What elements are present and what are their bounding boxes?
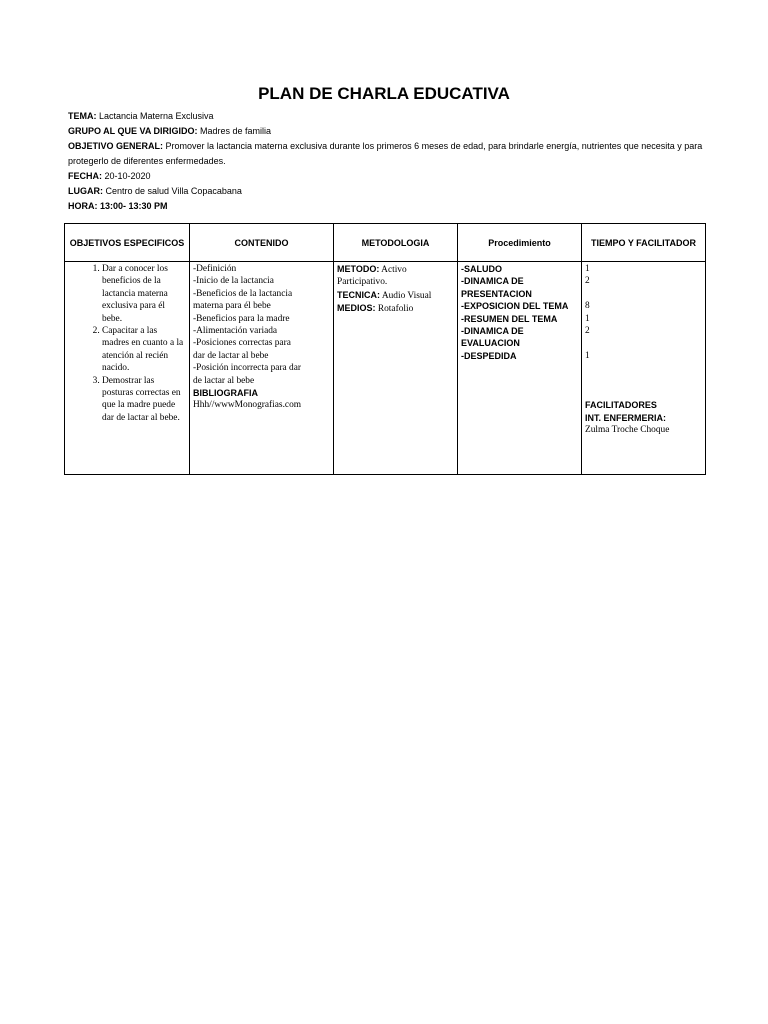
table-header-row	[65, 224, 706, 262]
hora-label: HORA:	[68, 201, 98, 211]
objetivo-general-line	[68, 139, 708, 169]
tecnica-label: TECNICA:	[337, 289, 380, 300]
contenido-line: -Posición incorrecta para dar	[193, 363, 302, 374]
metodo-value: Activo	[379, 265, 407, 275]
bibliografia-value: Hhh//wwwMonografias.com	[193, 400, 302, 411]
tema-line	[68, 109, 708, 124]
tiempo-value: 1	[585, 264, 590, 274]
contenido-line: dar de lactar al bebe	[193, 350, 269, 361]
hora-value: 13:00- 13:30 PM	[97, 201, 168, 211]
contenido-line: -Definición	[193, 264, 237, 274]
contenido-line: de lactar al bebe	[193, 375, 255, 386]
contenido-line: materna para él bebe	[193, 301, 271, 312]
header-procedimiento: Procedimiento	[458, 224, 582, 262]
header-contenido: CONTENIDO	[190, 224, 334, 262]
medios-value: Rotafolio	[375, 304, 414, 315]
objetivos-list	[68, 263, 186, 424]
fecha-line	[68, 169, 708, 184]
document-title: PLAN DE CHARLA EDUCATIVA	[258, 84, 510, 103]
facilitadores-label: FACILITADORES	[585, 400, 657, 411]
procedimiento-line: -EXPOSICION DEL TEMA	[461, 301, 569, 312]
contenido-line: -Alimentación variada	[193, 326, 278, 337]
tiempo-value: 8	[585, 301, 590, 312]
tiempo-value: 1	[585, 350, 590, 361]
objetivo-value: Promover la lactancia materna exclusiva durante los primeros 6 meses de edad, para brindarle energía, nutrientes que necesita y para protegerlo de diferentes enfermedades.	[68, 141, 703, 166]
grupo-value: Madres de familia	[197, 126, 272, 136]
contenido-line: -Beneficios para la madre	[193, 313, 290, 324]
contenido-cell	[190, 262, 334, 475]
contenido-line: -Inicio de la lactancia	[193, 276, 274, 287]
tiempo-value: 2	[585, 326, 590, 337]
procedimiento-cell	[458, 262, 582, 475]
int-enfermeria-label: INT. ENFERMERIA:	[585, 412, 666, 423]
procedimiento-line: -RESUMEN DEL TEMA	[461, 313, 558, 324]
grupo-label: GRUPO AL QUE VA DIRIGIDO:	[68, 126, 198, 136]
header-tiempo: TIEMPO Y FACILITADOR	[582, 224, 706, 262]
spacer	[585, 387, 702, 399]
tema-value: Lactancia Materna Exclusiva	[96, 111, 214, 121]
header-metodologia: METODOLOGIA	[334, 224, 458, 262]
lugar-line	[68, 184, 708, 199]
table-row	[65, 262, 706, 475]
procedimiento-line: -DESPEDIDA	[461, 350, 517, 361]
metodo-label: METODO:	[337, 264, 380, 274]
lugar-label: LUGAR:	[68, 186, 103, 196]
procedimiento-line: EVALUACION	[461, 338, 520, 349]
medios-label: MEDIOS:	[337, 303, 376, 314]
medios-line	[337, 302, 454, 315]
plan-table	[64, 223, 706, 475]
contenido-line: -Posiciones correctas para	[193, 338, 291, 349]
procedimiento-line: -DINAMICA DE	[461, 326, 524, 337]
facilitador-name: Zulma Troche Choque	[585, 425, 670, 436]
tecnica-value: Audio Visual	[380, 290, 432, 301]
hora-line	[68, 199, 708, 214]
procedimiento-line: -SALUDO	[461, 264, 502, 274]
objetivo-item: 1. Dar a conocer los beneficios de la lactancia materna exclusiva para él bebe.	[102, 263, 186, 325]
fecha-value: 20-10-2020	[102, 171, 151, 181]
grupo-line	[68, 124, 708, 139]
metodo-cont: Participativo.	[337, 277, 388, 288]
bibliografia-label: BIBLIOGRAFIA	[193, 388, 258, 399]
spacer	[585, 337, 702, 349]
spacer	[585, 362, 702, 374]
objetivos-cell	[65, 262, 190, 475]
procedimiento-line: PRESENTACION	[461, 288, 532, 299]
objetivo-item: 3. Demostrar las posturas correctas en que la madre puede dar de lactar al bebe.	[102, 375, 186, 425]
objetivo-label: OBJETIVO GENERAL:	[68, 141, 164, 151]
header-objetivos: OBJETIVOS ESPECIFICOS	[65, 224, 190, 262]
tema-label: TEMA:	[68, 111, 97, 121]
fecha-label: FECHA:	[68, 171, 102, 181]
contenido-line: -Beneficios de la lactancia	[193, 288, 293, 299]
tiempo-value: 2	[585, 276, 590, 287]
tiempo-value: 1	[585, 313, 590, 324]
spacer	[585, 288, 702, 300]
lugar-value: Centro de salud Villa Copacabana	[103, 186, 242, 196]
objetivo-item: 2. Capacitar a las madres en cuanto a la atención al recién nacido.	[102, 325, 186, 375]
tiempo-cell	[582, 262, 706, 475]
metodologia-cell	[334, 262, 458, 475]
tecnica-line	[337, 289, 454, 302]
spacer	[585, 375, 702, 387]
metodo-line	[337, 263, 454, 276]
procedimiento-line: -DINAMICA DE	[461, 276, 524, 287]
